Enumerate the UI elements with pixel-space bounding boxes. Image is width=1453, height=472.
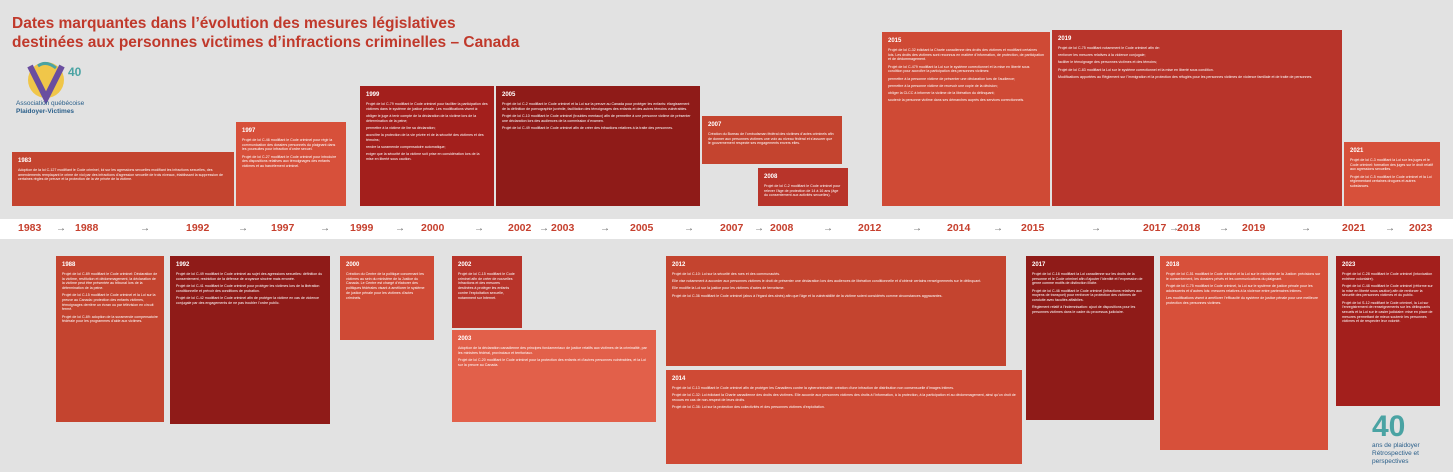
year-label-2017: 2017 xyxy=(1143,222,1167,234)
year-label-2012: 2012 xyxy=(858,222,882,234)
timeline-arrow-icon: → xyxy=(56,223,66,234)
organization-name: Association québécoise Plaidoyer-Victimes xyxy=(16,100,85,115)
year-label-1992: 1992 xyxy=(186,222,210,234)
timeline-arrow-icon: → xyxy=(993,223,1003,234)
year-label-2008: 2008 xyxy=(770,222,794,234)
timeline-arrow-icon: → xyxy=(1301,223,1311,234)
timeline-arrow-icon: → xyxy=(912,223,922,234)
timeline-arrow-icon: → xyxy=(1091,223,1101,234)
year-label-2023: 2023 xyxy=(1409,222,1433,234)
page-title: Dates marquantes dans l’évolution des mesures législatives destinées aux personnes victimes d’infractions criminelles – Canada xyxy=(12,15,520,51)
event-box-1988: 1988 Projet de loi C-89 modifiant le Code criminel: Déclaration de la victime, restitution et dédommagement, la déclaration de la victime peut être présentée au tribunal lors de la détermination de la peine. Projet de loi C-15 modifiant le Code criminel et la Loi sur la preuve au Canada: protection des enfants victimes, témoignages derrière un écran ou par télévision en circuit fermé. Projet de loi C-89: adoption de la suramende compensatoire fédérale pour les programmes d’aide aux victimes. xyxy=(56,256,164,422)
year-label-2005: 2005 xyxy=(630,222,654,234)
year-label-1997: 1997 xyxy=(271,222,295,234)
timeline-arrow-icon: → xyxy=(320,223,330,234)
event-box-2008: 2008 Projet de loi C-2 modifiant le Code criminel pour relever l’âge de protection de 14 à 16 ans (âge du consentement aux activités sexuelles). xyxy=(758,168,848,206)
timeline-arrow-icon: → xyxy=(823,223,833,234)
timeline-arrow-icon: → xyxy=(140,223,150,234)
event-box-2000: 2000 Création du Centre de la politique concernant les victimes au sein du ministère de la Justice du Canada. Le Centre est chargé d’élaborer des politiques fédérales visant à améliorer le système de justice pénale pour les victimes d’actes criminels. xyxy=(340,256,434,340)
event-box-2007: 2007 Création du Bureau de l’ombudsman fédéral des victimes d’actes criminels afin de donner aux personnes victimes une voix au niveau fédéral et s’assurer que le gouvernement respecte ses engagements envers elles. xyxy=(702,116,842,164)
year-label-1988: 1988 xyxy=(75,222,99,234)
year-label-2007: 2007 xyxy=(720,222,744,234)
year-label-2018: 2018 xyxy=(1177,222,1201,234)
year-label-2014: 2014 xyxy=(947,222,971,234)
timeline-arrow-icon: → xyxy=(600,223,610,234)
year-label-1999: 1999 xyxy=(350,222,374,234)
event-box-2018: 2018 Projet de loi C-51 modifiant le Code criminel et la Loi sur le ministère de la Justice: précisions sur le consentement, les dossiers privés et les communications du plaignant. Projet de loi C-75 modifiant le Code criminel, la Loi sur le système de justice pénale pour les adolescents et d’autres lois: mesures relatives à la violence entre partenaires intimes. Les modifications visent à améliorer l’efficacité du système de justice pénale pour une meilleure protection des personnes victimes. xyxy=(1160,256,1328,450)
event-box-1999: 1999 Projet de loi C-79 modifiant le Code criminel pour faciliter la participation des victimes dans le système de justice pénale. Les modifications visent à: obliger le juge à tenir compte de la déclaration de la victime lors de la détermination de la peine; permettre à la victime de lire sa déclaration; accroître la protection de la vie privée et de la sécurité des victimes et des témoins; rendre la suramende compensatoire automatique; exiger que la sécurité de la victime soit prise en considération lors de la mise en liberté sous caution. xyxy=(360,86,494,206)
event-box-2005: 2005 Projet de loi C-2 modifiant le Code criminel et la Loi sur la preuve au Canada pour protéger les enfants: élargissement de la définition de pornographie juvénile, facilitation des témoignages des enfants et des autres témoins vulnérables. Projet de loi C-10 modifiant le Code criminel (troubles mentaux) afin de permettre à une personne victime de présenter une déclaration lors des audiences de la commission d’examen. Projet de loi C-49 modifiant le Code criminel afin de créer des infractions relatives à la traite des personnes. xyxy=(496,86,700,206)
event-box-2002: 2002 Projet de loi C-15 modifiant le Code criminel afin de créer de nouvelles infractions et des mesures destinées à protéger les enfants contre l’exploitation sexuelle, notamment sur Internet. xyxy=(452,256,522,328)
year-label-2019: 2019 xyxy=(1242,222,1266,234)
timeline-arrow-icon: → xyxy=(238,223,248,234)
year-label-2021: 2021 xyxy=(1342,222,1366,234)
event-box-2014: 2014 Projet de loi C-13 modifiant le Code criminel afin de protéger les Canadiens contre la cybercriminalité: création d’une infraction de distribution non consensuelle d’images intimes. Projet de loi C-32: Loi édictant la Charte canadienne des droits des victimes. Elle accorde aux personnes victimes des droits à l’information, à la protection, à la participation et au dédommagement, ainsi qu’un droit de recours en cas de non-respect de leurs droits. Projet de loi C-36: Loi sur la protection des collectivités et des personnes victimes d’exploitation. xyxy=(666,370,1022,464)
timeline-arrow-icon: → xyxy=(1219,223,1229,234)
event-box-2019: 2019 Projet de loi C-75 modifiant notamment le Code criminel afin de: renforcer les mesures relatives à la violence conjugale; faciliter le témoignage des personnes victimes et des témoins; Projet de loi C-83 modifiant la Loi sur le système correctionnel et la mise en liberté sous condition. Modifications apportées au Règlement sur l’immigration et la protection des réfugiés pour les personnes victimes de violence familiale et de traite de personnes. xyxy=(1052,30,1342,206)
timeline-arrow-icon: → xyxy=(684,223,694,234)
year-label-2002: 2002 xyxy=(508,222,532,234)
timeline-arrow-icon: → xyxy=(1169,223,1179,234)
event-box-2021: 2021 Projet de loi C-3 modifiant la Loi sur les juges et le Code criminel: formation des juges sur le droit relatif aux agressions sexuelles. Projet de loi C-5 modifiant le Code criminel et la Loi réglementant certaines drogues et autres substances. xyxy=(1344,142,1440,206)
svg-text:40: 40 xyxy=(68,65,82,79)
timeline-arrow-icon: → xyxy=(395,223,405,234)
timeline-arrow-icon: → xyxy=(1385,223,1395,234)
event-box-1992: 1992 Projet de loi C-49 modifiant le Code criminel au sujet des agressions sexuelles: définition du consentement, restriction de la défense de croyance sincère mais erronée. Projet de loi C-41 modifiant le Code criminel pour protéger les victimes lors de la libération conditionnelle et prévoir des conditions de probation. Projet de loi C-42 modifiant le Code criminel afin de protéger la victime en cas de violence conjugale par des engagements de ne pas troubler l’ordre public. xyxy=(170,256,330,424)
anniversary-badge: 40 ans de plaidoyer Rétrospective et perspectives xyxy=(1372,410,1420,465)
event-box-1997: 1997 Projet de loi C-46 modifiant le Code criminel pour régir la communication des dossiers personnels du plaignant dans les poursuites pour infraction d’ordre sexuel. Projet de loi C-27 modifiant le Code criminel pour introduire des dispositions relatives aux témoignages des enfants victimes et au harcèlement criminel. xyxy=(236,122,346,206)
year-label-2015: 2015 xyxy=(1021,222,1045,234)
year-label-2003: 2003 xyxy=(551,222,575,234)
event-box-1983: 1983 Adoption de la loi C-127 modifiant le Code criminel, loi sur les agressions sexuelles modifiant les infractions sexuelles, des amendements remplaçant le crime de viol par des infractions d’agression sexuelle de trois niveaux, établissant la suppression de certaines règles de preuve et la protection de la vie privée de la victime. xyxy=(12,152,234,206)
timeline-arrow-icon: → xyxy=(474,223,484,234)
year-label-2000: 2000 xyxy=(421,222,445,234)
timeline-arrow-icon: → xyxy=(539,223,549,234)
year-label-1983: 1983 xyxy=(18,222,42,234)
timeline-arrow-icon: → xyxy=(754,223,764,234)
event-box-2015: 2015 Projet de loi C-32 édictant la Charte canadienne des droits des victimes et modifiant certaines lois. Les droits des victimes sont reconnus en matière d’information, de protection, de participation et de dédommagement. Projet de loi C-479 modifiant la Loi sur le système correctionnel et la mise en liberté sous condition pour accroître la participation des personnes victimes: permettre à la personne victime de présenter une déclaration lors de l’audience; permettre à la personne victime de recevoir une copie de la décision; obliger la CLCC à informer la victime de la libération du délinquant; soutenir la personne victime dans ses démarches auprès des services correctionnels. xyxy=(882,32,1050,206)
event-box-2017: 2017 Projet de loi C-16 modifiant la Loi canadienne sur les droits de la personne et le Code criminel afin d’ajouter l’identité et l’expression de genre comme motifs de distinction illicite. Projet de loi C-46 modifiant le Code criminel (infractions relatives aux moyens de transport) pour renforcer la protection des victimes de conduite avec facultés affaiblies. Règlement relatif à l’indemnisation: ajout de dispositions pour les personnes victimes dans le cadre du processus judiciaire. xyxy=(1026,256,1154,420)
event-box-2023: 2023 Projet de loi C-28 modifiant le Code criminel (intoxication extrême volontaire). Projet de loi C-48 modifiant le Code criminel (réforme sur la mise en liberté sous caution) afin de renforcer la sécurité des personnes victimes et du public. Projet de loi S-12 modifiant le Code criminel, la Loi sur l’enregistrement de renseignements sur les délinquants sexuels et la Loi sur le casier judiciaire: mise en place de mesures permettant de mieux soutenir les personnes victimes et de respecter leur volonté. xyxy=(1336,256,1440,406)
event-box-2003: 2003 Adoption de la déclaration canadienne des principes fondamentaux de justice relatifs aux victimes de la criminalité, par les ministres fédéral, provinciaux et territoriaux. Projet de loi C-20 modifiant le Code criminel pour la protection des enfants et d’autres personnes vulnérables, et la Loi sur la preuve au Canada. xyxy=(452,330,656,422)
event-box-2012: 2012 Projet de loi C-10: Loi sur la sécurité des rues et des communautés. Elle vise notamment à accorder aux personnes victimes le droit de présenter une déclaration lors des audiences de libération conditionnelle et d’obtenir certains renseignements sur le délinquant. Elle modifie la Loi sur la justice pour les victimes d’actes de terrorisme. Projet de loi C-36 modifiant le Code criminel (abus à l’égard des aînés) afin que l’âge et la vulnérabilité de la victime soient considérés comme circonstances aggravantes. xyxy=(666,256,1006,366)
